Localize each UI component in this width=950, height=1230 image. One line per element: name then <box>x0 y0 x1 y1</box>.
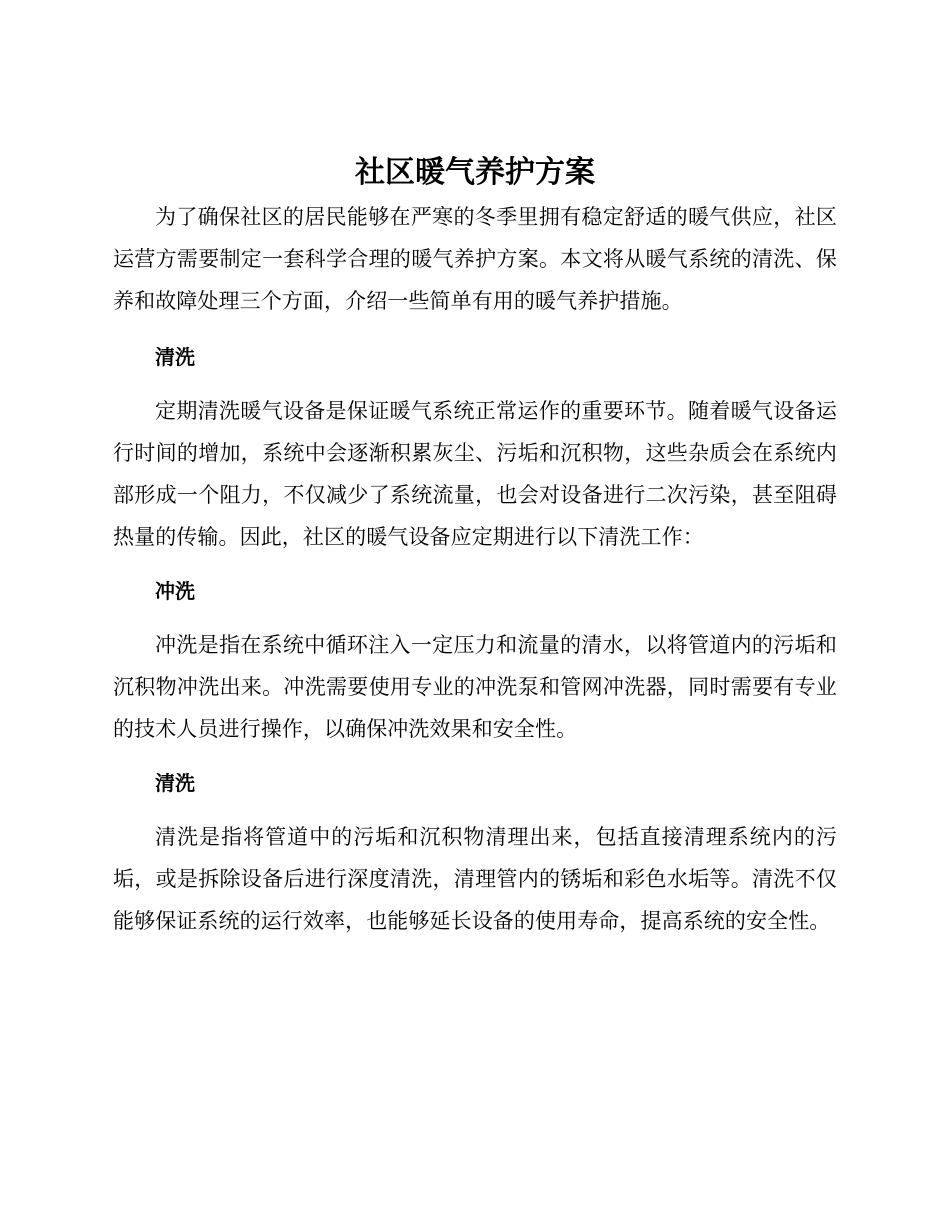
section-heading-cleaning: 清洗 <box>155 345 195 369</box>
section-paragraph-washing: 清洗是指将管道中的污垢和沉积物清理出来，包括直接清理系统内的污垢，或是拆除设备后进行深度清洗，清理管内的锈垢和彩色水垢等。清洗不仅能够保证系统的运行效率，也能够延长设备的使用寿命，提高系统的安全性。 <box>113 825 837 933</box>
intro-paragraph: 为了确保社区的居民能够在严寒的冬季里拥有稳定舒适的暖气供应，社区运营方需要制定一套科学合理的暖气养护方案。本文将从暖气系统的清洗、保养和故障处理三个方面，介绍一些简单有用的暖气养护措施。 <box>113 205 837 313</box>
section-paragraph-flushing: 冲洗是指在系统中循环注入一定压力和流量的清水，以将管道内的污垢和沉积物冲洗出来。冲洗需要使用专业的冲洗泵和管网冲洗器，同时需要有专业的技术人员进行操作，以确保冲洗效果和安全性。 <box>113 633 837 741</box>
document-body <box>113 150 837 942</box>
section-heading-flushing: 冲洗 <box>155 579 195 603</box>
section-paragraph-cleaning: 定期清洗暖气设备是保证暖气系统正常运作的重要环节。随着暖气设备运行时间的增加，系统中会逐渐积累灰尘、污垢和沉积物，这些杂质会在系统内部形成一个阻力，不仅减少了系统流量，也会对设备进行二次污染，甚至阻碍热量的传输。因此，社区的暖气设备应定期进行以下清洗工作： <box>113 399 837 549</box>
document-title: 社区暖气养护方案 <box>355 155 595 190</box>
section-heading-washing: 清洗 <box>155 771 195 795</box>
